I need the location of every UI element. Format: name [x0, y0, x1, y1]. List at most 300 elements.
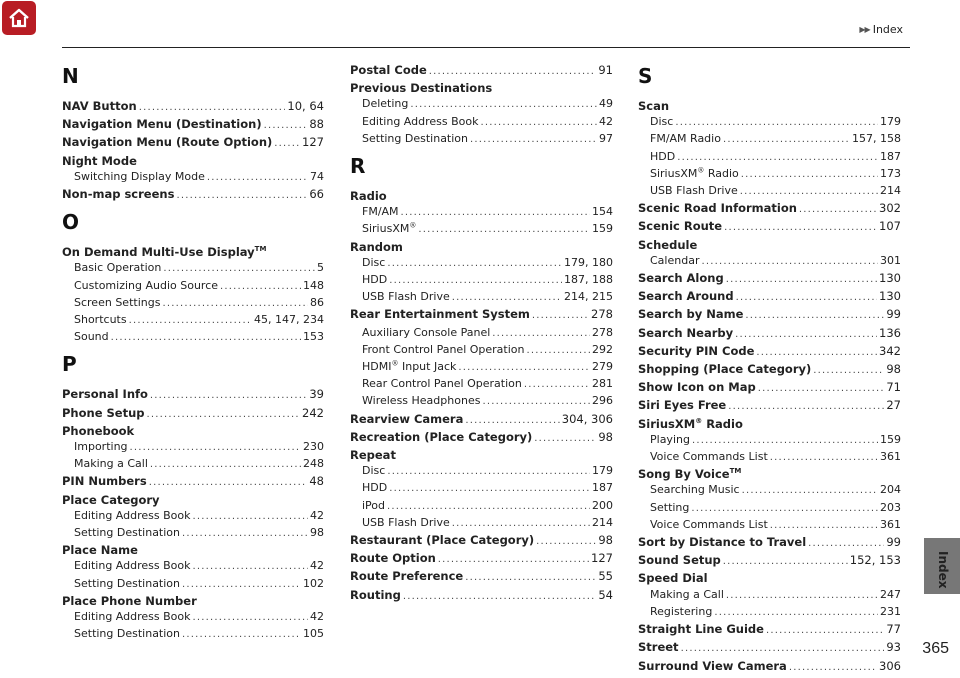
dot-leader	[766, 623, 884, 639]
index-entry-front-control-panel-operation[interactable]	[350, 342, 613, 359]
index-entry-siriusxm[interactable]	[638, 166, 901, 183]
index-heading-song-by-voice	[638, 466, 901, 482]
dot-leader	[452, 516, 590, 532]
index-term: Personal Info	[62, 387, 148, 402]
dot-leader	[527, 343, 591, 359]
page-reference[interactable]: 42	[599, 114, 613, 128]
index-term: Editing Address Book	[362, 114, 479, 128]
index-entry-security-pin-code[interactable]	[638, 343, 901, 361]
index-term: Surround View Camera	[638, 658, 787, 673]
index-entry-setting[interactable]	[638, 500, 901, 517]
index-entry-disc[interactable]	[350, 463, 613, 480]
index-term-wrap	[350, 568, 463, 584]
index-entry-voice-commands-list[interactable]	[638, 449, 901, 466]
index-entry-scenic-road-information[interactable]	[638, 200, 901, 218]
dot-leader	[129, 313, 252, 329]
page-reference[interactable]: 102	[303, 576, 324, 590]
dot-leader	[182, 627, 301, 643]
superscript-mark: ®	[409, 221, 417, 230]
index-term-wrap	[362, 272, 387, 288]
index-term: Place Name	[62, 543, 138, 558]
page-reference[interactable]: 200	[592, 498, 613, 512]
index-entry-show-icon-on-map[interactable]	[638, 379, 901, 397]
index-column-1	[62, 62, 324, 643]
page-reference[interactable]: 214	[592, 515, 613, 529]
index-term: Routing	[350, 587, 401, 602]
dot-leader	[770, 518, 878, 534]
index-term-wrap	[362, 376, 522, 392]
dot-leader	[150, 457, 301, 473]
index-entry-screen-settings[interactable]	[62, 295, 324, 312]
page-reference[interactable]: 292	[592, 342, 613, 356]
home-button[interactable]	[2, 1, 36, 35]
index-entry-route-option[interactable]	[350, 550, 613, 568]
index-entry-setting-destination[interactable]	[62, 525, 324, 542]
dot-leader	[162, 296, 308, 312]
index-term-wrap	[650, 131, 721, 147]
index-term: SiriusXM	[650, 166, 698, 180]
index-term-wrap	[638, 658, 787, 674]
index-entry-routing[interactable]	[350, 587, 613, 605]
page-reference[interactable]: 247	[880, 587, 901, 601]
index-entry-setting-destination[interactable]	[62, 626, 324, 643]
index-entry-making-a-call[interactable]	[638, 587, 901, 604]
double-right-triangle-icon: ▶▶	[859, 25, 870, 34]
index-term: Setting Destination	[74, 576, 181, 590]
dot-leader	[418, 222, 590, 238]
page-reference[interactable]: 55	[598, 569, 613, 584]
page-reference[interactable]: 203	[880, 500, 901, 514]
index-entry-switching-display-mode[interactable]	[62, 169, 324, 186]
index-term: HDD	[650, 149, 676, 163]
index-term-wrap	[62, 473, 147, 489]
index-term: Previous Destinations	[350, 81, 493, 96]
index-term: Importing	[74, 440, 128, 454]
index-entry-usb-flash-drive[interactable]	[350, 289, 613, 306]
index-term: Speed Dial	[638, 571, 708, 586]
index-term: Restaurant (Place Category)	[350, 533, 535, 548]
index-term: Rear Entertainment System	[350, 307, 530, 322]
index-entry-rear-control-panel-operation[interactable]	[350, 376, 613, 393]
index-entry-editing-address-book[interactable]	[62, 609, 324, 626]
page-reference[interactable]: 361	[880, 517, 901, 531]
page-reference[interactable]: 48	[309, 474, 324, 489]
index-entry-playing[interactable]	[638, 432, 901, 449]
index-entry-rear-entertainment-system[interactable]	[350, 306, 613, 324]
index-term: USB Flash Drive	[650, 184, 738, 198]
page-reference[interactable]: 98	[598, 533, 613, 548]
index-entry-voice-commands-list[interactable]	[638, 517, 901, 534]
index-entry-route-preference[interactable]	[350, 568, 613, 586]
index-column-2	[350, 62, 613, 605]
page-reference[interactable]: 214, 215	[564, 290, 613, 304]
page-reference[interactable]: 301	[880, 253, 901, 267]
index-term-suffix: Radio	[704, 166, 739, 180]
index-term: Scenic Route	[638, 219, 723, 234]
page-reference[interactable]: 302	[879, 201, 901, 216]
superscript-mark: TM	[254, 245, 267, 254]
page-reference[interactable]: 242	[302, 405, 324, 420]
index-term-wrap	[362, 255, 385, 271]
dot-leader	[536, 534, 596, 550]
page-reference[interactable]: 98	[310, 526, 324, 540]
index-entry-shortcuts[interactable]	[62, 312, 324, 329]
page-reference[interactable]: 105	[303, 627, 324, 641]
home-icon	[7, 6, 31, 30]
page-reference[interactable]: 173	[880, 166, 901, 180]
index-term-wrap	[62, 386, 148, 402]
index-term-wrap	[638, 288, 734, 304]
page-reference[interactable]: 77	[886, 622, 901, 637]
page-reference[interactable]: 136	[879, 325, 901, 340]
index-entry-editing-address-book[interactable]	[350, 114, 613, 131]
dot-leader	[465, 413, 559, 429]
superscript-mark: ®	[695, 416, 703, 425]
page-reference[interactable]: 187	[592, 481, 613, 495]
page-reference[interactable]: 54	[598, 587, 613, 602]
index-term: Street	[638, 640, 679, 655]
index-term-wrap	[350, 550, 436, 566]
index-entry-search-nearby[interactable]	[638, 325, 901, 343]
page-reference[interactable]: 306	[879, 658, 901, 673]
index-entry-pin-numbers[interactable]	[62, 473, 324, 491]
dot-leader	[150, 388, 307, 404]
page-reference[interactable]: 278	[591, 307, 613, 322]
page-reference[interactable]: 361	[880, 450, 901, 464]
dot-leader	[789, 660, 877, 676]
index-term-wrap	[350, 532, 534, 548]
page-reference[interactable]: 204	[880, 483, 901, 497]
dot-leader	[207, 170, 308, 186]
dot-leader	[808, 536, 884, 552]
index-term-wrap	[74, 558, 191, 574]
index-term-wrap	[362, 498, 385, 514]
page-reference[interactable]: 304, 306	[561, 411, 613, 426]
index-term: NAV Button	[62, 99, 137, 113]
index-entry-personal-info[interactable]	[62, 386, 324, 404]
dot-leader	[182, 577, 301, 593]
page-reference[interactable]: 5	[317, 261, 324, 275]
index-entry-search-by-name[interactable]	[638, 306, 901, 324]
index-term: Disc	[362, 464, 386, 478]
page-reference[interactable]: 152, 153	[849, 553, 901, 568]
index-entry-setting-destination[interactable]	[350, 131, 613, 148]
dot-leader	[726, 272, 877, 288]
dot-leader	[524, 377, 590, 393]
page-reference[interactable]: 39	[309, 387, 324, 402]
index-heading-schedule	[638, 237, 901, 253]
index-column-3	[638, 62, 901, 676]
dot-leader	[736, 290, 877, 306]
index-term: Voice Commands List	[650, 517, 768, 531]
index-term-wrap	[362, 114, 479, 130]
index-term: Editing Address Book	[74, 610, 191, 624]
index-entry-editing-address-book[interactable]	[62, 508, 324, 525]
index-entry-navigation-menu-destination[interactable]	[62, 116, 324, 134]
index-term: Straight Line Guide	[638, 622, 764, 637]
page-reference[interactable]: 127	[591, 551, 613, 566]
index-entry-disc[interactable]	[638, 114, 901, 131]
dot-leader	[182, 526, 308, 542]
index-term-wrap	[638, 361, 811, 377]
index-term-wrap	[350, 306, 530, 322]
index-entry-siri-eyes-free[interactable]	[638, 397, 901, 415]
index-term-wrap	[362, 342, 525, 358]
page-reference[interactable]: 153	[303, 330, 324, 344]
dot-leader	[692, 433, 878, 449]
index-term: Setting Destination	[74, 526, 181, 540]
index-entry-fm-am[interactable]	[350, 204, 613, 221]
page-reference[interactable]: 179, 180	[564, 255, 613, 269]
dot-leader	[193, 610, 309, 626]
index-entry-importing[interactable]	[62, 439, 324, 456]
index-entry-street[interactable]	[638, 639, 901, 657]
index-entry-setting-destination[interactable]	[62, 576, 324, 593]
index-entry-scenic-route[interactable]	[638, 218, 901, 236]
dot-leader	[756, 345, 877, 361]
index-term: Auxiliary Console Panel	[362, 325, 491, 339]
page-reference[interactable]: 127	[302, 135, 324, 150]
index-heading-random	[350, 239, 613, 255]
index-term: Security PIN Code	[638, 343, 755, 358]
superscript-mark: ®	[391, 359, 399, 368]
page-reference[interactable]: 74	[310, 169, 324, 183]
index-term-wrap	[362, 289, 450, 305]
index-entry-restaurant-place-category[interactable]	[350, 532, 613, 550]
dot-leader	[701, 254, 878, 270]
index-term: Search by Name	[638, 307, 744, 322]
page-reference[interactable]: 99	[886, 307, 901, 322]
dot-leader	[534, 431, 596, 447]
index-term-wrap	[74, 295, 160, 311]
breadcrumb[interactable]	[859, 23, 903, 36]
index-entry-wireless-headphones[interactable]	[350, 393, 613, 410]
dot-leader	[724, 220, 877, 236]
index-term: Registering	[650, 604, 713, 618]
index-term-wrap	[74, 439, 128, 455]
index-entry-hdd[interactable]	[350, 272, 613, 289]
index-term-wrap	[362, 131, 468, 147]
index-entry-hdmi[interactable]	[350, 359, 613, 376]
page-reference[interactable]: 130	[879, 271, 901, 286]
index-term: Night Mode	[62, 153, 137, 168]
page-reference[interactable]: 154	[592, 205, 613, 219]
index-heading-place-name	[62, 542, 324, 558]
dot-leader	[741, 167, 878, 183]
index-term-wrap	[74, 329, 109, 345]
index-entry-basic-operation[interactable]	[62, 260, 324, 277]
header-divider	[62, 47, 910, 48]
dot-leader	[677, 150, 878, 166]
index-term-wrap	[62, 405, 145, 421]
page-reference[interactable]: 230	[303, 440, 324, 454]
index-term: Non-map screens	[62, 187, 175, 202]
index-term: SiriusXM	[362, 222, 410, 236]
page-reference[interactable]: 98	[886, 362, 901, 377]
index-entry-sound[interactable]	[62, 329, 324, 346]
page-reference[interactable]: 107	[879, 219, 901, 234]
page-reference[interactable]: 66	[309, 187, 324, 202]
page-reference[interactable]: 231	[880, 604, 901, 618]
index-entry-non-map-screens[interactable]	[62, 186, 324, 204]
dot-leader	[163, 261, 315, 277]
index-entry-shopping-place-category[interactable]	[638, 361, 901, 379]
index-term-wrap	[638, 552, 721, 568]
index-term: Place Category	[62, 492, 160, 507]
dot-leader	[726, 588, 878, 604]
page-reference[interactable]: 214	[880, 184, 901, 198]
page-reference[interactable]: 27	[886, 398, 901, 413]
index-heading-place-phone-number	[62, 593, 324, 609]
index-term: Playing	[650, 432, 690, 446]
page-reference[interactable]: 99	[886, 535, 901, 550]
page-reference[interactable]: 10, 64	[287, 99, 324, 113]
page-reference[interactable]: 98	[598, 429, 613, 444]
dot-leader	[675, 115, 878, 131]
dot-leader	[111, 330, 301, 346]
page-reference[interactable]: 296	[592, 394, 613, 408]
index-term-wrap	[362, 96, 408, 112]
index-term: Customizing Audio Source	[74, 278, 219, 292]
dot-leader	[389, 481, 590, 497]
index-entry-search-around[interactable]	[638, 288, 901, 306]
dot-leader	[264, 118, 308, 134]
index-entry-postal-code[interactable]	[350, 62, 613, 80]
page-reference[interactable]: 49	[599, 97, 613, 111]
index-entry-siriusxm[interactable]	[350, 221, 613, 238]
page-reference[interactable]: 42	[310, 508, 324, 522]
page-reference[interactable]: 179	[880, 115, 901, 129]
index-entry-hdd[interactable]	[638, 149, 901, 166]
index-entry-customizing-audio-source[interactable]	[62, 278, 324, 295]
index-entry-nav-button[interactable]	[62, 98, 324, 116]
page-reference[interactable]: 159	[880, 432, 901, 446]
index-entry-fm-am-radio[interactable]	[638, 131, 901, 148]
page-reference[interactable]: 279	[592, 360, 613, 374]
index-term-wrap	[350, 411, 463, 427]
index-entry-usb-flash-drive[interactable]	[350, 515, 613, 532]
page-reference[interactable]: 93	[886, 640, 901, 655]
page-reference[interactable]: 148	[303, 278, 324, 292]
index-term-wrap	[362, 515, 450, 531]
section-letter: N	[62, 64, 79, 88]
page-reference[interactable]: 342	[879, 343, 901, 358]
index-term-wrap	[650, 517, 768, 533]
index-entry-ipod[interactable]	[350, 498, 613, 515]
dot-leader	[274, 136, 300, 152]
index-entry-sort-by-distance-to-travel[interactable]	[638, 534, 901, 552]
page-reference[interactable]: 179	[592, 464, 613, 478]
index-heading-night-mode	[62, 153, 324, 169]
page-reference[interactable]: 157, 158	[852, 132, 901, 146]
index-entry-recreation-place-category[interactable]	[350, 429, 613, 447]
index-entry-search-along[interactable]	[638, 270, 901, 288]
index-entry-deleting[interactable]	[350, 96, 613, 113]
index-entry-auxiliary-console-panel[interactable]	[350, 325, 613, 342]
page-reference[interactable]: 278	[592, 325, 613, 339]
index-term-wrap	[362, 204, 399, 220]
dot-leader	[714, 605, 878, 621]
index-entry-making-a-call[interactable]	[62, 456, 324, 473]
dot-leader	[723, 554, 848, 570]
page-reference[interactable]: 159	[592, 222, 613, 236]
page-reference[interactable]: 45, 147, 234	[254, 313, 324, 327]
page-reference[interactable]: 88	[309, 117, 324, 132]
dot-leader	[452, 290, 562, 306]
index-term-wrap	[650, 166, 739, 182]
index-entry-rearview-camera[interactable]	[350, 411, 613, 429]
index-term: Shortcuts	[74, 313, 127, 327]
index-term: Editing Address Book	[74, 508, 191, 522]
index-term: Search Around	[638, 289, 734, 304]
dot-leader	[438, 552, 589, 568]
page-reference[interactable]: 187	[880, 149, 901, 163]
index-entry-straight-line-guide[interactable]	[638, 621, 901, 639]
index-term: Sort by Distance to Travel	[638, 535, 807, 550]
index-entry-phone-setup[interactable]	[62, 405, 324, 423]
page-reference[interactable]: 42	[310, 610, 324, 624]
index-heading-place-category	[62, 492, 324, 508]
dot-leader	[220, 279, 301, 295]
dot-leader	[691, 501, 878, 517]
index-entry-surround-view-camera[interactable]	[638, 658, 901, 676]
index-entry-editing-address-book[interactable]	[62, 558, 324, 575]
index-term: Voice Commands List	[650, 450, 768, 464]
index-term-wrap	[74, 260, 161, 276]
index-term-wrap	[362, 463, 385, 479]
page-reference[interactable]: 86	[310, 295, 324, 309]
dot-leader	[470, 132, 597, 148]
dot-leader	[403, 589, 597, 605]
index-entry-disc[interactable]	[350, 255, 613, 272]
dot-leader	[387, 464, 590, 480]
index-entry-searching-music[interactable]	[638, 482, 901, 499]
index-term-wrap	[638, 639, 679, 655]
index-term-wrap	[74, 626, 180, 642]
index-term-wrap	[638, 343, 754, 359]
index-term-wrap	[350, 62, 427, 78]
index-entry-navigation-menu-route-option[interactable]	[62, 134, 324, 152]
page-reference[interactable]: 130	[879, 289, 901, 304]
page-reference[interactable]: 187, 188	[564, 273, 613, 287]
index-term: Recreation (Place Category)	[350, 429, 533, 444]
index-term-wrap	[74, 456, 148, 472]
index-term-wrap	[650, 500, 689, 516]
index-term-wrap	[74, 312, 127, 328]
index-term: Place Phone Number	[62, 593, 197, 608]
index-term: Making a Call	[650, 587, 724, 601]
index-term-suffix: Radio	[702, 416, 743, 431]
index-term-wrap	[650, 149, 675, 165]
page-reference[interactable]: 97	[599, 131, 613, 145]
page-reference[interactable]: 91	[598, 63, 613, 77]
dot-leader	[176, 188, 307, 204]
page-reference[interactable]: 248	[303, 457, 324, 471]
index-entry-usb-flash-drive[interactable]	[638, 183, 901, 200]
index-heading-previous-destinations	[350, 80, 613, 96]
index-term: Schedule	[638, 237, 698, 252]
index-entry-registering[interactable]	[638, 604, 901, 621]
page-reference[interactable]: 42	[310, 559, 324, 573]
page-reference[interactable]: 281	[592, 377, 613, 391]
index-entry-calendar[interactable]	[638, 253, 901, 270]
index-entry-sound-setup[interactable]	[638, 552, 901, 570]
dot-leader	[728, 399, 884, 415]
index-entry-hdd[interactable]	[350, 480, 613, 497]
index-term: Setting	[650, 500, 690, 514]
header-title: Index	[872, 23, 903, 36]
page-reference[interactable]: 71	[886, 380, 901, 395]
